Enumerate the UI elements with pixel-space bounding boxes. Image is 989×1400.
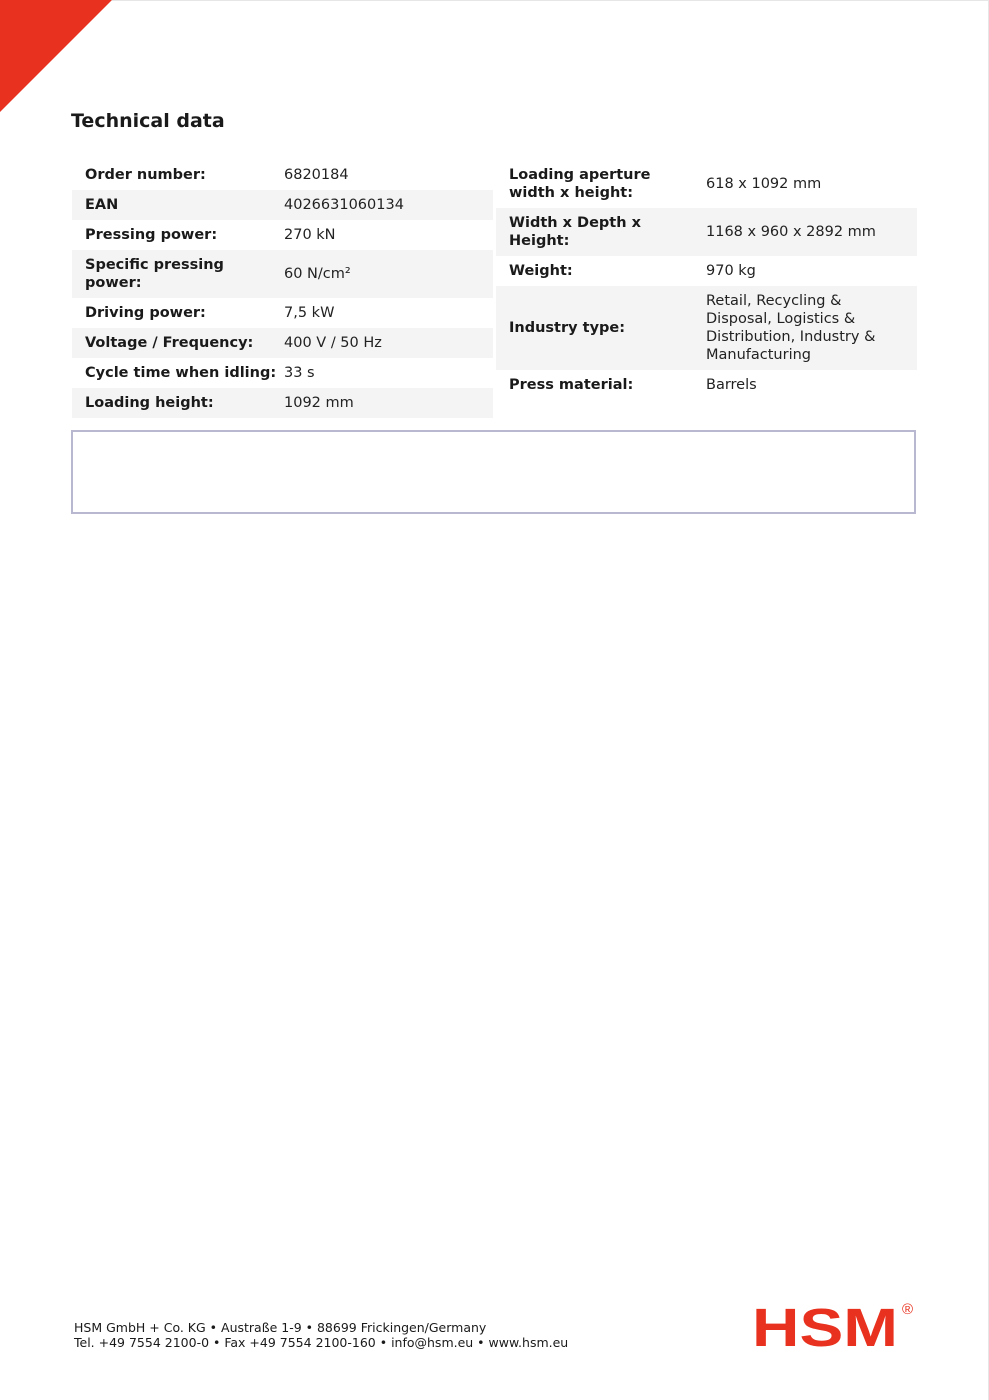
spec-label: EAN [85, 197, 119, 213]
spec-label: Width x Depth x Height: [509, 215, 641, 249]
footer-address [74, 1320, 568, 1350]
corner-accent [0, 0, 112, 112]
spec-value: 7,5 kW [284, 305, 335, 321]
spec-label: Order number: [85, 167, 206, 183]
logo-text: HSM [752, 1298, 898, 1353]
spec-label: Pressing power: [85, 227, 218, 243]
spec-label: Loading aperture width x height: [509, 167, 651, 201]
spec-value: 6820184 [284, 167, 349, 183]
footer-line-contact: Tel. +49 7554 2100-0 • Fax +49 7554 2100-160 • info@hsm.eu • www.hsm.eu [74, 1335, 569, 1350]
note-box [71, 430, 916, 514]
spec-value: Barrels [706, 377, 757, 393]
spec-row-dimensions [496, 208, 917, 256]
spec-row-driving-power [72, 298, 493, 328]
spec-row-specific-pressing-power [72, 250, 493, 298]
spec-value: 270 kN [284, 227, 336, 243]
spec-row-loading-aperture [496, 160, 917, 208]
spec-label: Industry type: [509, 320, 626, 336]
spec-row-press-material [496, 370, 917, 400]
spec-table-left [72, 160, 493, 418]
spec-label: Voltage / Frequency: [85, 335, 254, 351]
spec-row-voltage-frequency [72, 328, 493, 358]
spec-value: Retail, Recycling & Disposal, Logistics & Distribution, Industry & Manufacturing [706, 293, 876, 363]
spec-value: 1092 mm [284, 395, 354, 411]
spec-value: 970 kg [706, 263, 756, 279]
spec-label: Cycle time when idling: [85, 365, 277, 381]
spec-row-ean [72, 190, 493, 220]
spec-label: Weight: [509, 263, 573, 279]
spec-label: Driving power: [85, 305, 206, 321]
spec-label: Loading height: [85, 395, 214, 411]
spec-value: 400 V / 50 Hz [284, 335, 382, 351]
spec-row-pressing-power [72, 220, 493, 250]
spec-row-loading-height [72, 388, 493, 418]
spec-label: Specific pressing power: [85, 257, 224, 291]
spec-value: 33 s [284, 365, 315, 381]
page-border-top [112, 0, 989, 1]
spec-value: 1168 x 960 x 2892 mm [706, 224, 876, 240]
spec-label: Press material: [509, 377, 634, 393]
spec-row-cycle-time [72, 358, 493, 388]
spec-row-industry-type [496, 286, 917, 370]
page-title: Technical data [71, 110, 225, 132]
hsm-logo [752, 1298, 917, 1353]
spec-value: 618 x 1092 mm [706, 176, 822, 192]
spec-table-right [496, 160, 917, 400]
registered-mark: ® [902, 1301, 914, 1318]
spec-row-weight [496, 256, 917, 286]
spec-row-order-number [72, 160, 493, 190]
spec-value: 4026631060134 [284, 197, 404, 213]
spec-value: 60 N/cm² [284, 266, 351, 282]
footer-line-address: HSM GmbH + Co. KG • Austraße 1-9 • 88699 Frickingen/Germany [74, 1320, 487, 1335]
